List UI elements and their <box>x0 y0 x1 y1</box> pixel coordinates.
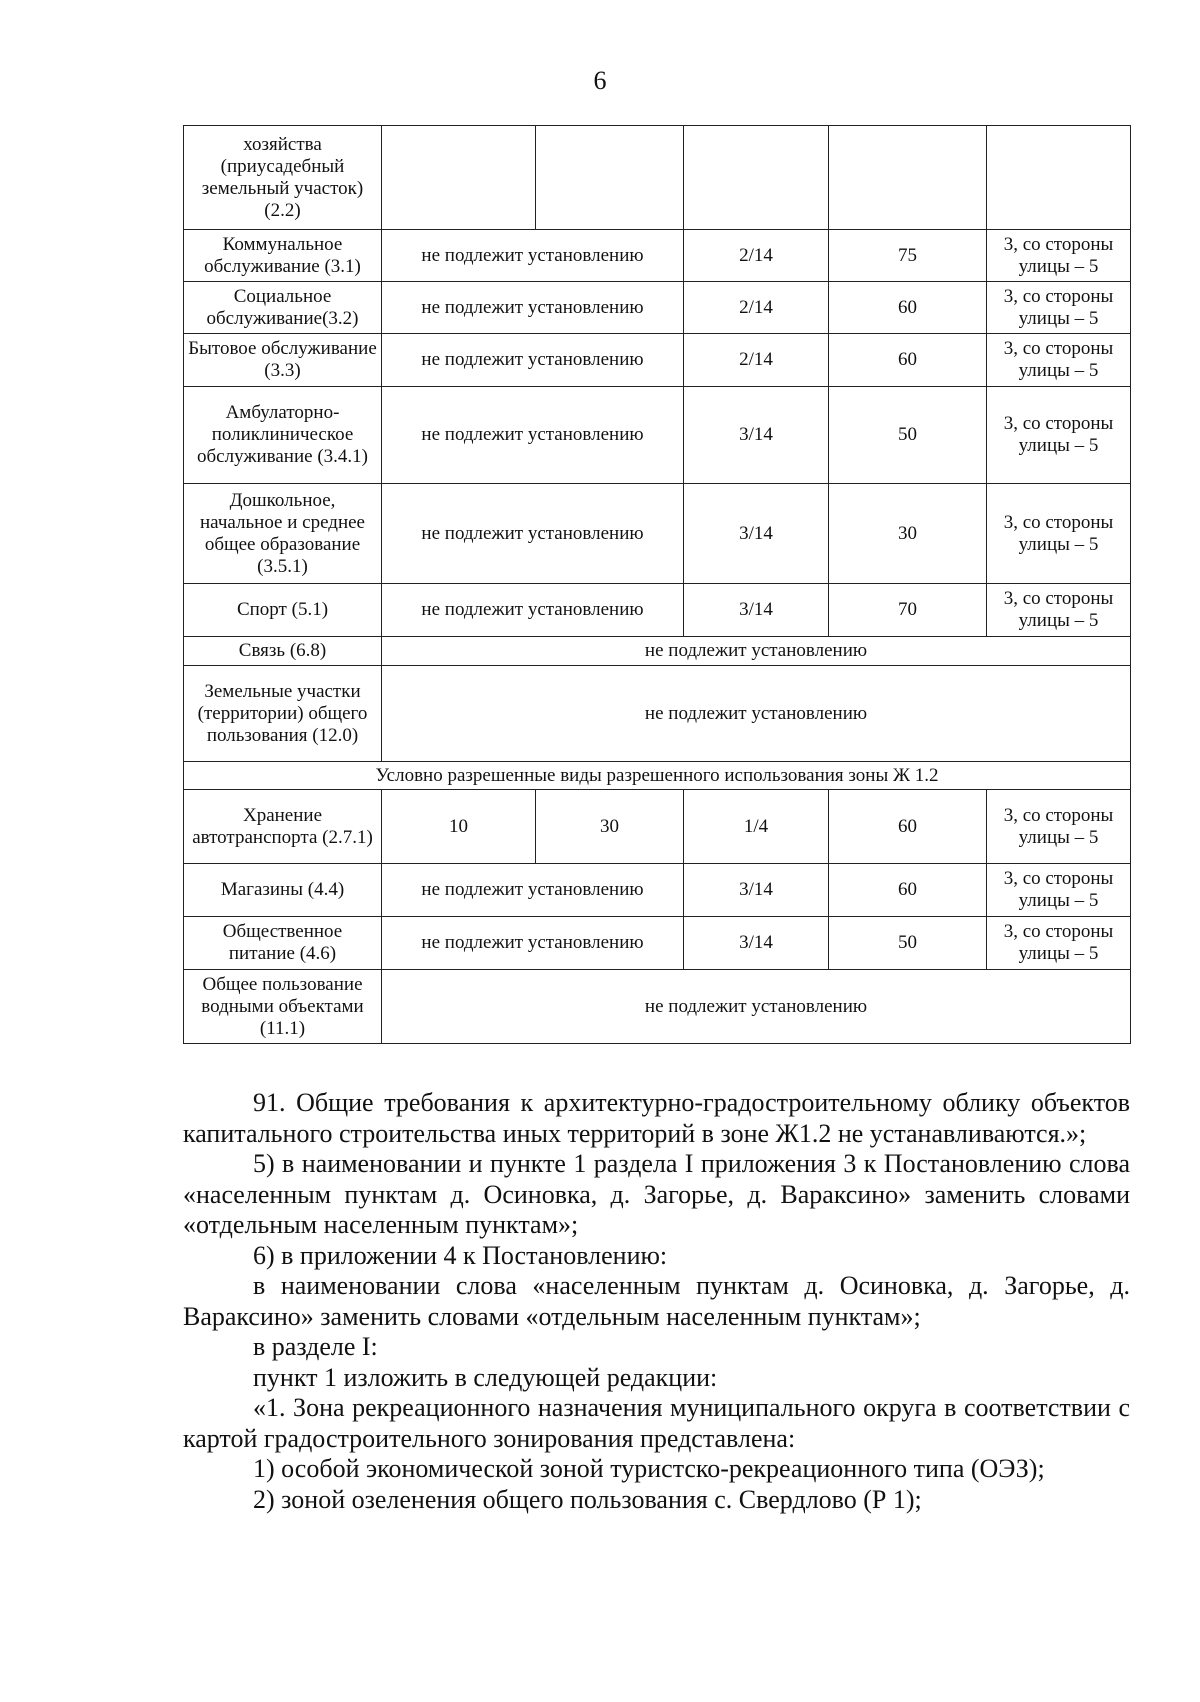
table-cell: 75 <box>829 230 987 282</box>
table-cell: не подлежит установлению <box>382 230 684 282</box>
table-cell-name: Общее пользование водными объектами (11.1) <box>184 970 382 1044</box>
table-cell: 60 <box>829 864 987 917</box>
table-row <box>184 334 1131 387</box>
paragraph: 91. Общие требования к архитектурно-градостроительному облику объектов капитального строительства иных территорий в зоне Ж1.2 не устанавливаются.»; <box>183 1088 1130 1148</box>
paragraph: 5) в наименовании и пункте 1 раздела I приложения 3 к Постановлению слова «населенным пунктам д. Осиновка, д. Загорье, д. Вараксино» заменить словами «отдельным населенным пунктам»; <box>183 1149 1130 1239</box>
table-cell: не подлежит установлению <box>382 970 1131 1044</box>
table-cell-name: хозяйства (приусадебный земельный участок) (2.2) <box>184 126 382 230</box>
table-cell-name: Общественное питание (4.6) <box>184 917 382 970</box>
table-cell: 1/4 <box>684 790 829 864</box>
table-cell: 3, со стороны улицы – 5 <box>987 484 1131 584</box>
paragraph: «1. Зона рекреационного назначения муниципального округа в соответствии с картой градостроительного зонирования представлена: <box>183 1393 1130 1453</box>
table-row <box>184 970 1131 1044</box>
table-row <box>184 282 1131 334</box>
table-cell: 50 <box>829 387 987 484</box>
table-cell: 3, со стороны улицы – 5 <box>987 790 1131 864</box>
table-cell-name: Земельные участки (территории) общего пользования (12.0) <box>184 666 382 762</box>
table-cell: не подлежит установлению <box>382 584 684 637</box>
table-cell-name: Бытовое обслуживание (3.3) <box>184 334 382 387</box>
table-cell: 3, со стороны улицы – 5 <box>987 864 1131 917</box>
body-text <box>183 1088 1130 1515</box>
table-cell: 2/14 <box>684 334 829 387</box>
table-cell: не подлежит установлению <box>382 282 684 334</box>
table-cell: Условно разрешенные виды разрешенного использования зоны Ж 1.2 <box>184 762 1131 790</box>
table-cell-name: Амбулаторно-поликлиническое обслуживание (3.4.1) <box>184 387 382 484</box>
table-cell: не подлежит установлению <box>382 864 684 917</box>
paragraph: 1) особой экономической зоной туристско-рекреационного типа (ОЭЗ); <box>253 1454 1045 1483</box>
table-cell: 2/14 <box>684 282 829 334</box>
table-row <box>184 864 1131 917</box>
table-cell: не подлежит установлению <box>382 484 684 584</box>
table-cell: 2/14 <box>684 230 829 282</box>
table-cell <box>829 126 987 230</box>
table-cell: 30 <box>829 484 987 584</box>
table-row <box>184 484 1131 584</box>
table-cell: не подлежит установлению <box>382 917 684 970</box>
table-row <box>184 637 1131 666</box>
table-row <box>184 126 1131 230</box>
paragraph: в наименовании слова «населенным пунктам д. Осиновка, д. Загорье, д. Вараксино» заменить словами «отдельным населенным пунктам»; <box>183 1271 1130 1331</box>
table-cell: 3, со стороны улицы – 5 <box>987 230 1131 282</box>
table-row <box>184 917 1131 970</box>
table-cell: 3/14 <box>684 484 829 584</box>
table-cell: 3/14 <box>684 387 829 484</box>
table-cell: 3, со стороны улицы – 5 <box>987 584 1131 637</box>
table-cell: 30 <box>536 790 684 864</box>
table-cell-name: Спорт (5.1) <box>184 584 382 637</box>
table-cell: 50 <box>829 917 987 970</box>
table-cell: не подлежит установлению <box>382 334 684 387</box>
table-cell: не подлежит установлению <box>382 666 1131 762</box>
table-cell-name: Связь (6.8) <box>184 637 382 666</box>
table-cell <box>536 126 684 230</box>
paragraph: в разделе I: <box>253 1332 378 1361</box>
page-number: 6 <box>593 66 607 95</box>
table-cell: не подлежит установлению <box>382 387 684 484</box>
table-cell <box>684 126 829 230</box>
table-row <box>184 666 1131 762</box>
paragraph: пункт 1 изложить в следующей редакции: <box>253 1362 718 1392</box>
table-cell-name: Социальное обслуживание(3.2) <box>184 282 382 334</box>
table-cell: 3, со стороны улицы – 5 <box>987 917 1131 970</box>
table-cell: не подлежит установлению <box>382 637 1131 666</box>
table-row <box>184 762 1131 790</box>
table-cell: 60 <box>829 790 987 864</box>
table-cell: 60 <box>829 282 987 334</box>
table-row <box>184 790 1131 864</box>
table-cell-name: Хранение автотранспорта (2.7.1) <box>184 790 382 864</box>
table-cell: 10 <box>382 790 536 864</box>
table-cell: 60 <box>829 334 987 387</box>
table-cell <box>987 126 1131 230</box>
table-row <box>184 230 1131 282</box>
table-cell-name: Дошкольное, начальное и среднее общее образование (3.5.1) <box>184 484 382 584</box>
table-cell-name: Коммунальное обслуживание (3.1) <box>184 230 382 282</box>
table-cell: 3, со стороны улицы – 5 <box>987 334 1131 387</box>
zone-parameters-table <box>183 125 1131 1044</box>
table-cell <box>382 126 536 230</box>
table-row <box>184 387 1131 484</box>
table-row <box>184 584 1131 637</box>
table-cell: 3, со стороны улицы – 5 <box>987 282 1131 334</box>
table-cell: 3, со стороны улицы – 5 <box>987 387 1131 484</box>
table-cell: 3/14 <box>684 584 829 637</box>
table-cell: 3/14 <box>684 917 829 970</box>
table-cell: 3/14 <box>684 864 829 917</box>
paragraph: 2) зоной озеленения общего пользования с. Свердлово (Р 1); <box>253 1484 922 1514</box>
table-cell-name: Магазины (4.4) <box>184 864 382 917</box>
paragraph: 6) в приложении 4 к Постановлению: <box>253 1240 668 1270</box>
table-cell: 70 <box>829 584 987 637</box>
